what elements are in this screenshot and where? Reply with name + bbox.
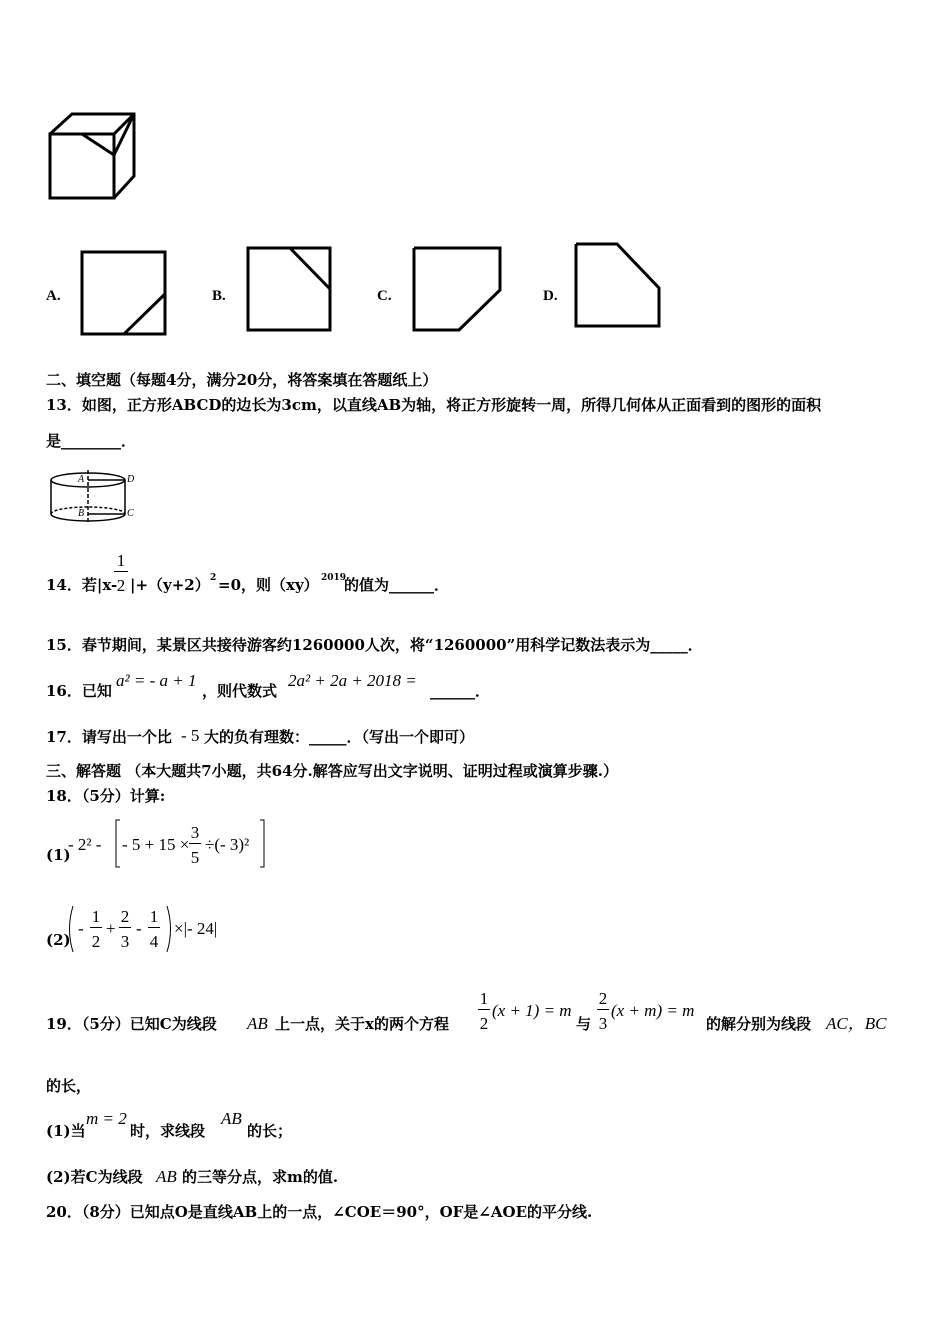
q14-frac-num: 1	[116, 551, 126, 570]
q18-p2-t2-line	[119, 927, 131, 928]
q17-value: - 5	[181, 726, 200, 745]
q18-p2-t2-num: 2	[120, 907, 130, 926]
q18-p2-t3-den: 4	[149, 932, 159, 951]
q18-p1-expr-a: - 2² -	[68, 835, 102, 854]
q14-prefix: 14．若|x-	[46, 576, 118, 594]
q19-eq2-den: 3	[598, 1014, 608, 1033]
cylinder-label-b: B	[78, 508, 85, 519]
q20-text: 20．（8分）已知点O是直线AB上的一点，∠COE＝90°，OF是∠AOE的平分线.	[46, 1203, 593, 1221]
q18-p1-frac-den: 5	[190, 848, 200, 867]
cylinder-label-c: C	[127, 508, 134, 519]
q19-and: 与	[576, 1015, 592, 1033]
q18-p2-t1-num: 1	[91, 907, 101, 926]
q19-eq2-num: 2	[598, 989, 608, 1008]
q14-exp2: 2	[210, 573, 217, 583]
q19-eq1-num: 1	[479, 989, 489, 1008]
q18-p2-t1-sign: -	[78, 919, 84, 938]
q18-p2-plus: +	[106, 919, 116, 938]
q14-suffix: 的值为______．	[344, 576, 450, 594]
q17-prefix: 17．请写出一个比	[46, 728, 172, 746]
q19-prefix: 19．（5分）已知C为线段	[46, 1015, 217, 1033]
q18-title: 18．（5分）计算:	[46, 787, 166, 805]
q19-mid1: 上一点，关于x的两个方程	[275, 1015, 449, 1033]
q19-eq1-line	[478, 1009, 490, 1010]
q19-eq2-rest: (x + m) = m	[611, 1001, 695, 1020]
q18-p2-t3-line	[148, 927, 160, 928]
q15-text: 15．春节期间，某景区共接待游客约1260000人次，将“1260000”用科学记数法表示为_____．	[46, 636, 703, 654]
q16-prefix: 16．已知	[46, 682, 112, 700]
q14-middle: |+（y+2）	[130, 576, 210, 594]
q18-p1-expr-b: - 5 + 15 ×	[122, 835, 190, 854]
q19-eq1-den: 2	[479, 1014, 489, 1033]
q19-p2-suffix: 的三等分点，求m的值.	[182, 1168, 339, 1186]
q17-suffix: 大的负有理数：_____．（写出一个即可）	[204, 728, 475, 746]
option-a-label: A.	[46, 288, 61, 304]
q18-p2-t1-den: 2	[91, 932, 101, 951]
q18-p2-tail: ×|- 24|	[174, 919, 218, 938]
q18-p1-label: (1)	[46, 846, 71, 864]
option-c-label: C.	[377, 288, 392, 304]
cylinder-label-a: A	[78, 474, 85, 485]
section3-heading: 三、解答题 （本大题共7小题，共64分.解答应写出文字说明、证明过程或演算步骤.）	[46, 762, 618, 780]
q18-p2-t3-num: 1	[149, 907, 159, 926]
q19-ab: AB	[247, 1014, 268, 1033]
q19-p2-ab: AB	[156, 1167, 177, 1186]
option-b-label: B.	[212, 288, 226, 304]
q19-mid2: 的解分别为线段	[706, 1015, 812, 1033]
q16-expr1: a² = - a + 1	[116, 671, 197, 690]
section2-heading: 二、填空题（每题4分，满分20分，将答案填在答题纸上）	[46, 371, 438, 389]
q18-p2-minus: -	[136, 919, 142, 938]
q16-expr2: 2a² + 2a + 2018 =	[288, 671, 417, 690]
q19-eq2-line	[597, 1009, 609, 1010]
q13-line2: 是________．	[46, 432, 137, 450]
q19-segs: AC，BC	[826, 1014, 887, 1033]
q14-exp2019: 2019	[321, 573, 347, 583]
q19-p1-ab: AB	[221, 1109, 242, 1128]
cylinder-label-d: D	[127, 474, 135, 485]
q19-p2-prefix: (2)若C为线段	[46, 1168, 143, 1186]
q16-suffix: ______．	[430, 682, 491, 700]
q18-p1-expr-c: ÷(- 3)²	[205, 835, 250, 854]
q19-eq1-rest: (x + 1) = m	[492, 1001, 572, 1020]
q19-line2: 的长，	[46, 1077, 92, 1095]
q19-p1-prefix: (1)当	[46, 1122, 86, 1140]
q14-frac-den: 2	[116, 576, 126, 595]
q18-p1-frac-num: 3	[190, 823, 200, 842]
q18-p2-t2-den: 3	[120, 932, 130, 951]
q19-p1-m: m = 2	[86, 1109, 127, 1128]
q19-p1-suffix: 的长；	[247, 1122, 293, 1140]
option-d-label: D.	[543, 288, 558, 304]
q18-p2-label: (2)	[46, 931, 71, 949]
q14-eq: =0，则（xy）	[218, 576, 319, 594]
q19-p1-mid: 时，求线段	[130, 1122, 206, 1140]
q16-mid: ，则代数式	[202, 682, 278, 700]
q13-line1: 13．如图，正方形ABCD的边长为3cm，以直线AB为轴，将正方形旋转一周，所得几何体从正面看到的图形的面积	[46, 396, 822, 414]
q18-p2-t1-line	[90, 927, 102, 928]
